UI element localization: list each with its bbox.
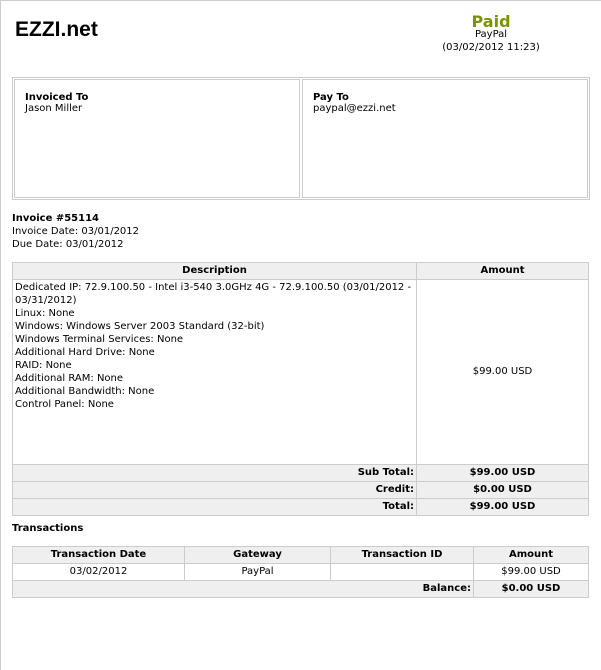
transaction-id-header: Transaction ID (331, 547, 474, 564)
transaction-id (331, 564, 474, 581)
transaction-date-header: Transaction Date (13, 547, 185, 564)
item-description (13, 280, 417, 465)
transaction-amount-header: Amount (474, 547, 589, 564)
invoice-items-table (12, 262, 589, 516)
description-line: Windows: Windows Server 2003 Standard (32-bit) (15, 321, 265, 332)
credit-value: $0.00 USD (417, 482, 589, 499)
description-header: Description (13, 263, 417, 280)
transaction-gateway: PayPal (185, 564, 331, 581)
total-value: $99.00 USD (417, 499, 589, 516)
address-section (12, 77, 590, 200)
subtotal-row (13, 465, 589, 482)
pay-to-email: paypal@ezzi.net (313, 103, 396, 114)
payment-date: (03/02/2012 11:23) (442, 42, 540, 53)
total-row (13, 499, 589, 516)
invoice-date: Invoice Date: 03/01/2012 (12, 226, 140, 237)
table-row (13, 280, 589, 465)
invoice-info (12, 212, 139, 251)
pay-to-label: Pay To (313, 92, 349, 103)
payment-method: PayPal (474, 29, 508, 40)
transaction-date: 03/02/2012 (13, 564, 185, 581)
transaction-amount: $99.00 USD (474, 564, 589, 581)
description-line: Additional Hard Drive: None (15, 347, 155, 358)
subtotal-label: Sub Total: (13, 465, 417, 482)
amount-header: Amount (417, 263, 589, 280)
balance-value: $0.00 USD (474, 581, 589, 598)
description-line: RAID: None (15, 360, 72, 371)
subtotal-value: $99.00 USD (417, 465, 589, 482)
description-line: Dedicated IP: 72.9.100.50 - Intel i3-540 3.0GHz 4G - 72.9.100.50 (03/01/2012 - 03/31/2012) (15, 282, 412, 306)
invoice-number: Invoice #55114 (12, 213, 100, 224)
company-logo: EZZI.net (15, 18, 98, 41)
balance-label: Balance: (13, 581, 474, 598)
description-line: Additional RAM: None (15, 373, 124, 384)
credit-row (13, 482, 589, 499)
payment-status (371, 12, 601, 54)
balance-row (13, 581, 589, 598)
table-row (13, 564, 589, 581)
total-label: Total: (13, 499, 417, 516)
invoiced-to-label: Invoiced To (25, 92, 89, 103)
description-line: Linux: None (15, 308, 75, 319)
due-date: Due Date: 03/01/2012 (12, 239, 124, 250)
gateway-header: Gateway (185, 547, 331, 564)
item-amount: $99.00 USD (417, 280, 589, 465)
description-line: Windows Terminal Services: None (15, 334, 184, 345)
description-line: Control Panel: None (15, 399, 114, 410)
credit-label: Credit: (13, 482, 417, 499)
transactions-table (12, 546, 589, 598)
invoiced-to-box (14, 79, 300, 198)
paid-status: Paid (471, 12, 511, 31)
description-line: Additional Bandwidth: None (15, 386, 155, 397)
pay-to-box (302, 79, 588, 198)
client-name: Jason Miller (25, 103, 83, 114)
transactions-title: Transactions (12, 523, 84, 534)
